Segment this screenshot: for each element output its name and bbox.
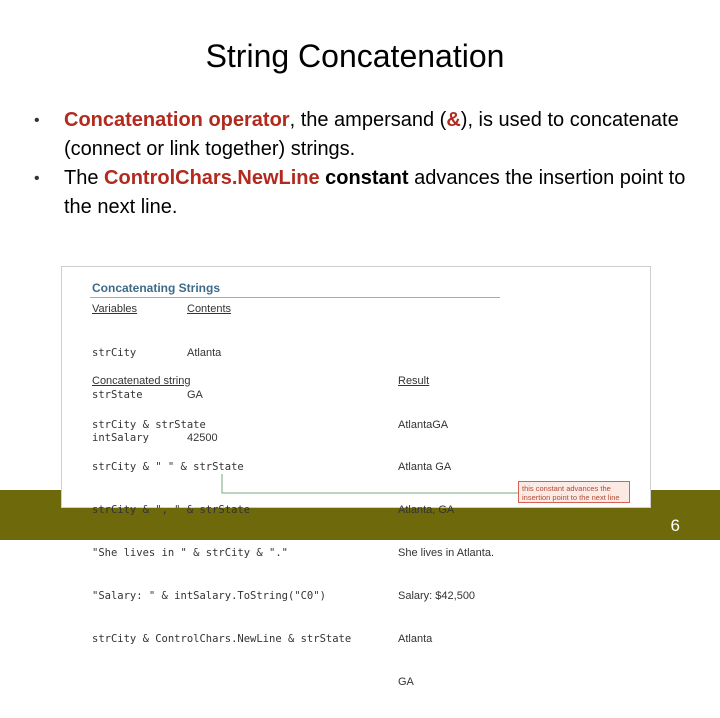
result-value: Atlanta GA	[398, 461, 452, 474]
figure-title: Concatenating Strings	[92, 281, 221, 295]
variable-content: GA	[187, 389, 203, 402]
variable-name: strCity	[92, 346, 137, 359]
result-value: Atlanta	[398, 633, 433, 646]
concat-expression: strCity & ControlChars.NewLine & strState	[92, 633, 352, 646]
bullet-text: , the ampersand (	[289, 109, 447, 131]
term-concatenation-operator: Concatenation operator	[64, 109, 290, 131]
concatenation-figure	[61, 266, 651, 688]
concat-expression: strCity & ", " & strState	[92, 504, 251, 517]
bullet-item-newline-constant	[34, 164, 694, 222]
slide-title: String Concatenation	[205, 38, 505, 74]
contents-header: Contents	[187, 303, 232, 315]
bullet-text: The	[64, 167, 105, 189]
bullet-icon: •	[34, 170, 40, 187]
term-constant: constant	[319, 167, 409, 189]
variable-content: 42500	[187, 432, 218, 445]
variable-content: Atlanta	[187, 346, 222, 359]
bullet-icon: •	[34, 112, 40, 129]
callout-connector	[62, 267, 652, 509]
term-controlchars-newline: ControlChars.NewLine	[104, 167, 320, 189]
concat-expression: "She lives in " & strCity & "."	[92, 547, 288, 560]
variables-header: Variables	[92, 303, 138, 315]
ampersand-symbol: &	[446, 109, 461, 131]
concatenated-string-header: Concatenated string	[92, 375, 191, 387]
page-number: 6	[670, 516, 680, 535]
result-value: Atlanta, GA	[398, 504, 455, 517]
concat-expression: "Salary: " & intSalary.ToString("C0")	[92, 590, 326, 603]
callout-note: this constant advances the insertion point to the next line	[518, 481, 630, 503]
result-value: She lives in Atlanta.	[398, 547, 495, 560]
result-header: Result	[398, 375, 430, 387]
bullet-item-concatenation-operator	[34, 106, 694, 164]
result-value: AtlantaGA	[398, 418, 449, 431]
concat-expression: strCity & strState	[92, 418, 206, 431]
result-value: GA	[398, 675, 414, 688]
result-value: Salary: $42,500	[398, 590, 476, 603]
bullet-text: advances the insertion point to the next line.	[64, 167, 686, 218]
bullet-list	[34, 106, 694, 222]
concat-expression: strCity & " " & strState	[92, 461, 244, 474]
variable-name: intSalary	[92, 432, 149, 445]
bullet-text: ), is used to concatenate (connect or link together) strings.	[64, 109, 679, 160]
variable-name: strState	[92, 389, 143, 402]
